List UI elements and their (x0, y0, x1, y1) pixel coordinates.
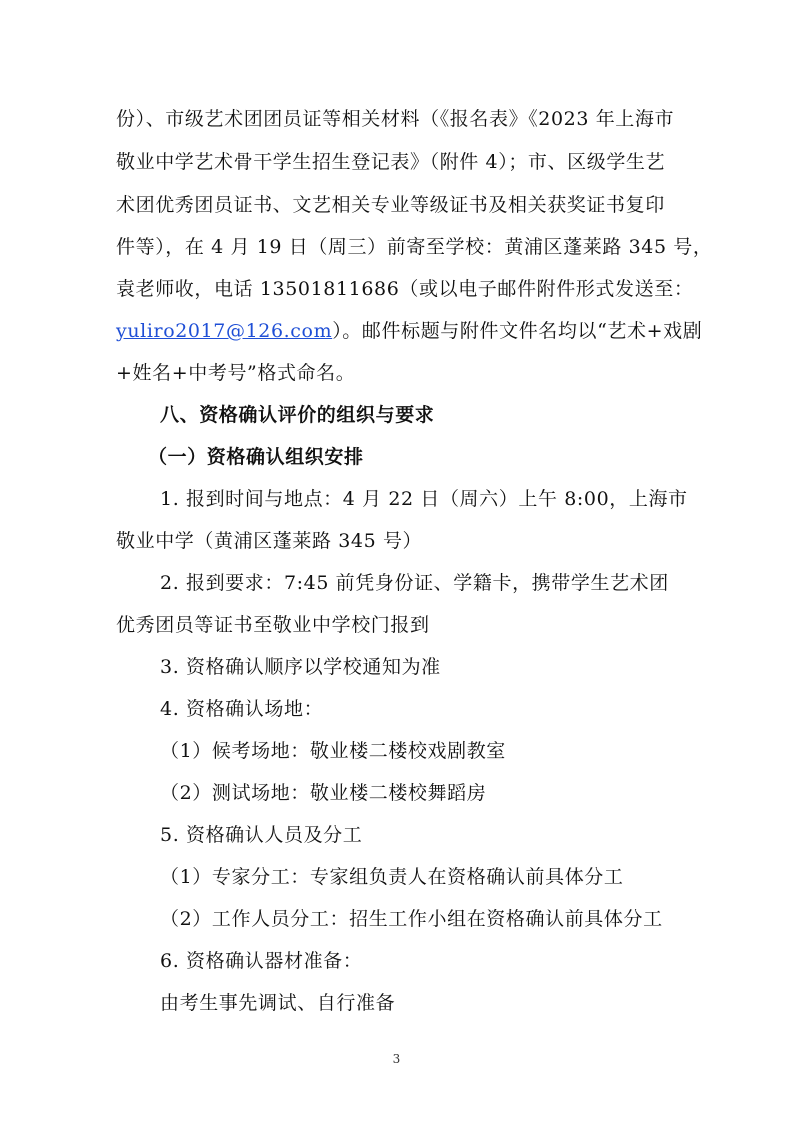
list-item: 5. 资格确认人员及分工 (160, 824, 363, 846)
list-item: 6. 资格确认器材准备： (160, 950, 363, 972)
list-item-text: 由考生事先调试、自行准备 (160, 992, 396, 1014)
list-item-continuation: 敬业中学（黄浦区蓬莱路 345 号） (116, 530, 423, 552)
body-text-line: 袁老师收，电话 13501811686（或以电子邮件附件形式发送至： (116, 278, 694, 300)
list-subitem: （1）候考场地：敬业楼二楼校戏剧教室 (160, 740, 506, 762)
subsection-heading: （一）资格确认组织安排 (148, 446, 364, 468)
list-item: 4. 资格确认场地： (160, 698, 324, 720)
body-text-line: 敬业中学艺术骨干学生招生登记表》（附件 4）；市、区级学生艺 (116, 151, 666, 173)
page-number: 3 (392, 1052, 401, 1066)
body-text-line: 术团优秀团员证书、文艺相关专业等级证书及相关获奖证书复印 (116, 194, 665, 216)
list-subitem: （2）工作人员分工：招生工作小组在资格确认前具体分工 (160, 908, 663, 930)
body-text-line: 件等），在 4 月 19 日（周三）前寄至学校：黄浦区蓬莱路 345 号， (116, 236, 713, 258)
list-subitem: （1）专家分工：专家组负责人在资格确认前具体分工 (160, 866, 624, 888)
list-item: 3. 资格确认顺序以学校通知为准 (160, 656, 441, 678)
list-subitem: （2）测试场地：敬业楼二楼校舞蹈房 (160, 782, 487, 804)
list-item: 2. 报到要求：7:45 前凭身份证、学籍卡，携带学生艺术团 (160, 572, 669, 594)
list-item-continuation: 优秀团员等证书至敬业中学校门报到 (116, 614, 430, 636)
list-item: 1. 报到时间与地点：4 月 22 日（周六）上午 8:00，上海市 (160, 488, 688, 510)
section-heading: 八、资格确认评价的组织与要求 (160, 404, 435, 426)
body-text-fragment: ）。邮件标题与附件文件名均以“艺术+戏剧 (332, 320, 703, 342)
email-link[interactable]: yuliro2017@126.com (116, 320, 333, 342)
body-text-line: 份）、市级艺术团团员证等相关材料（《报名表》《2023 年上海市 (116, 108, 675, 130)
body-text-line (116, 318, 793, 344)
body-text-line: +姓名+中考号”格式命名。 (116, 362, 356, 384)
